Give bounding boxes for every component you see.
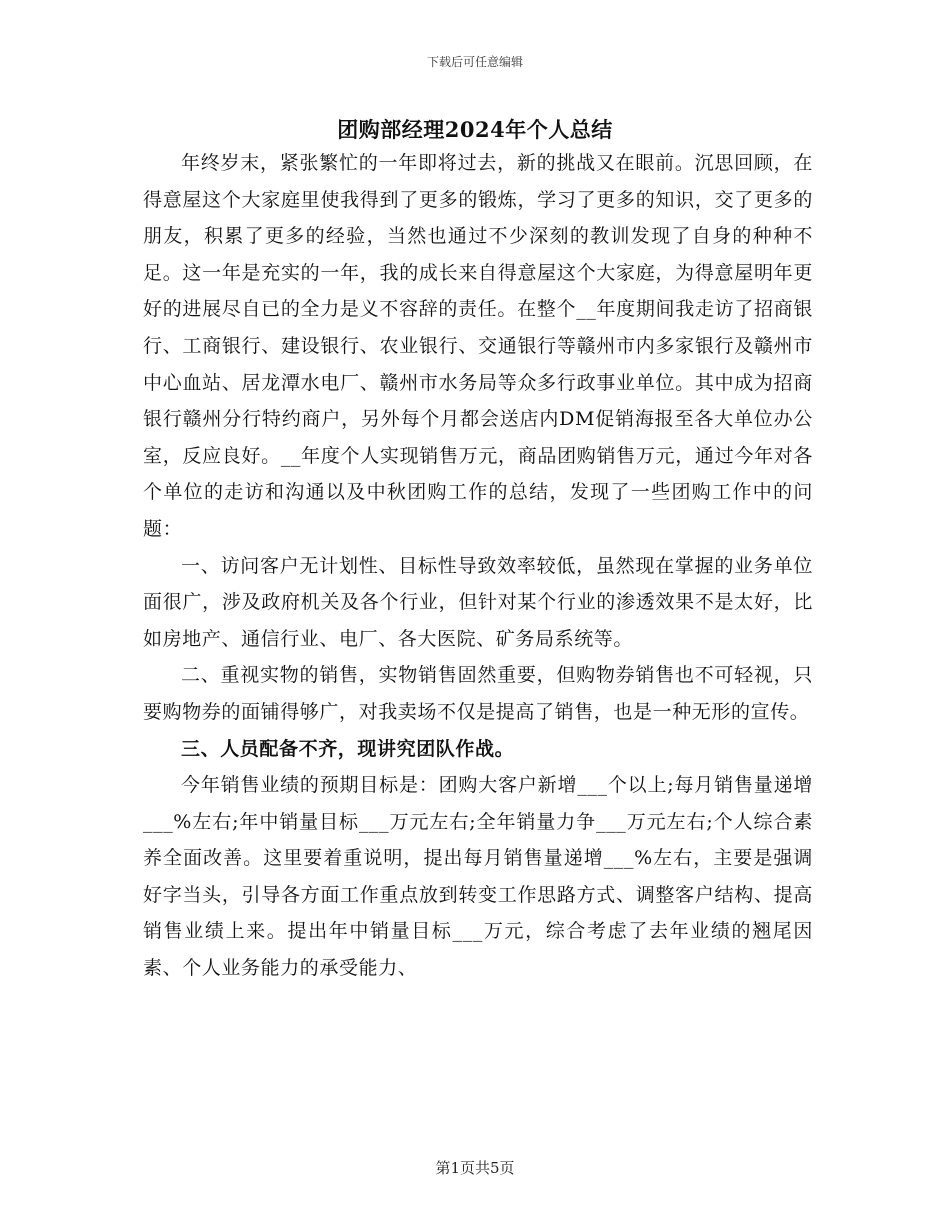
- paragraph-goals: 今年销售业绩的预期目标是：团购大客户新增___个以上;每月销售量递增___%左右;年中销量目标___万元左右;全年销量力争___万元左右;个人综合素养全面改善。这里要着重说明，提出每月销售量递增___%左右，主要是强调好字当头，引导各方面工作重点放到转变工作思路方式、调整客户结构、提高销售业绩上来。提出年中销量目标___万元，综合考虑了去年业绩的翘尾因素、个人业务能力的承受能力、: [143, 774, 813, 980]
- paragraph-intro: 年终岁末，紧张繁忙的一年即将过去，新的挑战又在眼前。沉思回顾，在得意屋这个大家庭里使我得到了更多的锻炼，学习了更多的知识，交了更多的朋友，积累了更多的经验，当然也通过不少深刻的教训发现了自身的种种不足。这一年是充实的一年，我的成长来自得意屋这个大家庭，为得意屋明年更好的进展尽自已的全力是义不容辞的责任。在整个__年度期间我走访了招商银行、工商银行、建设银行、农业银行、交通银行等赣州市内多家银行及赣州市中心血站、居龙潭水电厂、赣州市水务局等众多行政事业单位。其中成为招商银行赣州分行特约商户，另外每个月都会送店内DM促销海报至各大单位办公室，反应良好。__年度个人实现销售万元，商品团购销售万元，通过今年对各个单位的走访和沟通以及中秋团购工作的总结，发现了一些团购工作中的问题：: [143, 152, 813, 540]
- document-body: [143, 145, 813, 987]
- paragraph-point-1: 一、访问客户无计划性、目标性导致效率较低，虽然现在掌握的业务单位面很广，涉及政府机关及各个行业，但针对某个行业的渗透效果不是太好，比如房地产、通信行业、电厂、各大医院、矿务局系统等。: [143, 554, 813, 650]
- page-footer: 第1页共5页: [435, 1159, 515, 1177]
- header-note: 下载后可任意编辑: [426, 55, 523, 69]
- paragraph-point-3: 三、人员配备不齐，现讲究团队作战。: [181, 737, 515, 760]
- paragraph-point-2: 二、重视实物的销售，实物销售固然重要，但购物券销售也不可轻视，只要购物券的面铺得够广，对我卖场不仅是提高了销售，也是一种无形的宣传。: [143, 664, 813, 723]
- document-title: 团购部经理2024年个人总结: [337, 117, 613, 142]
